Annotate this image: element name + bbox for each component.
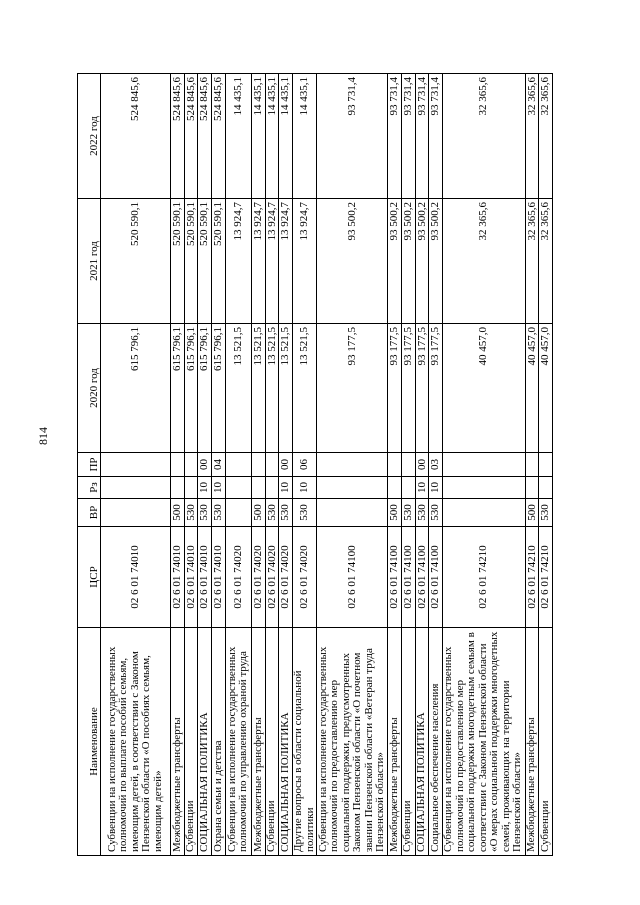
row-rz [225,477,251,499]
row-2021: 93 500,2 [317,199,388,324]
row-2022: 524 845,6 [170,74,184,199]
row-2021: 93 500,2 [415,199,429,324]
row-pr: 06 [292,453,316,477]
row-2020: 93 177,5 [415,324,429,453]
row-name: Социальное обеспечение населения [429,628,443,856]
row-pr [539,453,553,477]
row-rz [539,477,553,499]
row-rz: 10 [198,477,212,499]
budget-table [77,73,553,856]
table-row [388,74,402,856]
row-2022: 32 365,6 [525,74,539,199]
row-name: Субвенции на исполнение государственных полномочий по выплате пособий семьям, имеющим детей, в соответствии с Законом Пензенской области «О пособиях семьям, имеющим детей» [101,628,171,856]
row-name: Субвенции [539,628,553,856]
row-2021: 520 590,1 [170,199,184,324]
row-rz [184,477,198,499]
row-pr [388,453,402,477]
row-vr: 500 [251,499,265,527]
row-csr: 02 6 01 74010 [211,527,225,628]
row-name: СОЦИАЛЬНАЯ ПОЛИТИКА [279,628,293,856]
row-2020: 13 521,5 [265,324,279,453]
table-row [442,74,525,856]
row-vr: 530 [401,499,415,527]
row-pr [317,453,388,477]
row-rz [170,477,184,499]
row-csr: 02 6 01 74020 [265,527,279,628]
row-2021: 93 500,2 [401,199,415,324]
row-2020: 93 177,5 [388,324,402,453]
row-rz [317,477,388,499]
row-2022: 14 435,1 [225,74,251,199]
table-row [170,74,184,856]
row-2020: 93 177,5 [401,324,415,453]
row-vr: 530 [198,499,212,527]
row-name: Субвенции [184,628,198,856]
row-rz: 10 [292,477,316,499]
row-2021: 13 924,7 [279,199,293,324]
row-2021: 13 924,7 [251,199,265,324]
table-row [251,74,265,856]
row-2022: 93 731,4 [415,74,429,199]
row-2020: 13 521,5 [279,324,293,453]
row-2020: 93 177,5 [317,324,388,453]
row-name: Другие вопросы в области социальной политики [292,628,316,856]
table-row [184,74,198,856]
row-2021: 520 590,1 [211,199,225,324]
row-csr: 02 6 01 74100 [388,527,402,628]
row-2020: 13 521,5 [292,324,316,453]
header-vr: ВР [78,499,101,527]
row-2021: 13 924,7 [292,199,316,324]
row-2020: 40 457,0 [525,324,539,453]
row-pr: 00 [415,453,429,477]
table-row [279,74,293,856]
row-csr: 02 6 01 74020 [225,527,251,628]
row-rz: 10 [415,477,429,499]
row-rz [525,477,539,499]
row-2021: 93 500,2 [388,199,402,324]
row-rz [442,477,525,499]
row-pr [184,453,198,477]
table-row [198,74,212,856]
row-2020: 615 796,1 [101,324,171,453]
row-name: СОЦИАЛЬНАЯ ПОЛИТИКА [198,628,212,856]
row-rz: 10 [429,477,443,499]
row-2021: 93 500,2 [429,199,443,324]
row-name: Межбюджетные трансферты [388,628,402,856]
row-2020: 40 457,0 [539,324,553,453]
row-csr: 02 6 01 74020 [292,527,316,628]
row-2020: 13 521,5 [251,324,265,453]
header-csr: ЦСР [78,527,101,628]
row-2020: 40 457,0 [442,324,525,453]
row-2020: 615 796,1 [170,324,184,453]
row-pr: 00 [279,453,293,477]
table-row [415,74,429,856]
row-csr: 02 6 01 74010 [170,527,184,628]
row-vr: 530 [292,499,316,527]
row-csr: 02 6 01 74010 [184,527,198,628]
row-vr: 530 [429,499,443,527]
row-2020: 615 796,1 [211,324,225,453]
row-pr [525,453,539,477]
row-2022: 14 435,1 [265,74,279,199]
table-row [317,74,388,856]
row-vr: 530 [415,499,429,527]
row-rz [265,477,279,499]
row-2022: 32 365,6 [442,74,525,199]
row-vr: 500 [525,499,539,527]
row-pr [170,453,184,477]
page-number: 814 [36,427,50,445]
row-2021: 520 590,1 [198,199,212,324]
row-vr: 530 [279,499,293,527]
row-pr: 00 [198,453,212,477]
row-csr: 02 6 01 74210 [539,527,553,628]
header-row [78,74,101,856]
row-name: Субвенции на исполнение государственных полномочий по предоставлению мер социальной поддержки, предусмотренных Законом Пензенской области «О почетном звании Пензенской области «Ветеран труда Пензенской области» [317,628,388,856]
row-vr: 500 [170,499,184,527]
row-csr: 02 6 01 74010 [198,527,212,628]
row-vr: 530 [539,499,553,527]
row-pr: 03 [429,453,443,477]
row-vr: 500 [388,499,402,527]
row-pr [442,453,525,477]
row-vr [101,499,171,527]
row-pr [401,453,415,477]
row-2021: 520 590,1 [101,199,171,324]
row-name: Межбюджетные трансферты [251,628,265,856]
row-2022: 524 845,6 [184,74,198,199]
table-row [429,74,443,856]
row-2020: 13 521,5 [225,324,251,453]
row-2022: 93 731,4 [401,74,415,199]
row-2021: 32 365,6 [442,199,525,324]
header-pr: ПР [78,453,101,477]
table-row [401,74,415,856]
row-csr: 02 6 01 74100 [401,527,415,628]
row-name: Субвенции на исполнение государственных полномочий по предоставлению мер социальной поддержки многодетным семьям в соответствии с Законом Пензенской области «О мерах социальной поддержки многодетных семей, проживающих на территории Пензенской области» [442,628,525,856]
row-2022: 524 845,6 [101,74,171,199]
row-2022: 93 731,4 [388,74,402,199]
row-vr [317,499,388,527]
row-pr [101,453,171,477]
table-row [265,74,279,856]
row-2022: 14 435,1 [251,74,265,199]
row-2020: 615 796,1 [184,324,198,453]
header-name: Наименование [78,628,101,856]
row-2021: 32 365,6 [525,199,539,324]
row-name: Межбюджетные трансферты [525,628,539,856]
row-2021: 520 590,1 [184,199,198,324]
row-vr: 530 [265,499,279,527]
row-name: Охрана семьи и детства [211,628,225,856]
row-csr: 02 6 01 74210 [442,527,525,628]
row-name: Субвенции [265,628,279,856]
row-2022: 32 365,6 [539,74,553,199]
table-row [539,74,553,856]
row-vr: 530 [211,499,225,527]
row-name: Субвенции [401,628,415,856]
row-rz [101,477,171,499]
row-2022: 14 435,1 [292,74,316,199]
table-row [292,74,316,856]
header-2021: 2021 год [78,199,101,324]
row-name: Субвенции на исполнение государственных полномочий по управлению охраной труда [225,628,251,856]
row-2021: 32 365,6 [539,199,553,324]
row-2022: 524 845,6 [198,74,212,199]
table-row [525,74,539,856]
row-csr: 02 6 01 74100 [317,527,388,628]
row-2022: 524 845,6 [211,74,225,199]
table-row [101,74,171,856]
row-csr: 02 6 01 74010 [101,527,171,628]
row-2021: 13 924,7 [225,199,251,324]
row-pr: 04 [211,453,225,477]
row-rz [388,477,402,499]
table-body [101,74,553,856]
row-2020: 93 177,5 [429,324,443,453]
header-rz: Рз [78,477,101,499]
row-rz: 10 [279,477,293,499]
rotated-table-wrapper [77,74,553,856]
header-2022: 2022 год [78,74,101,199]
row-vr [442,499,525,527]
table-row [225,74,251,856]
row-pr [225,453,251,477]
header-2020: 2020 год [78,324,101,453]
row-csr: 02 6 01 74100 [415,527,429,628]
row-rz: 10 [211,477,225,499]
row-name: Межбюджетные трансферты [170,628,184,856]
row-2022: 14 435,1 [279,74,293,199]
table-row [211,74,225,856]
row-csr: 02 6 01 74020 [279,527,293,628]
row-csr: 02 6 01 74100 [429,527,443,628]
row-2022: 93 731,4 [429,74,443,199]
row-vr [225,499,251,527]
row-csr: 02 6 01 74020 [251,527,265,628]
row-2021: 13 924,7 [265,199,279,324]
row-name: СОЦИАЛЬНАЯ ПОЛИТИКА [415,628,429,856]
row-rz [401,477,415,499]
row-csr: 02 6 01 74210 [525,527,539,628]
row-pr [265,453,279,477]
row-rz [251,477,265,499]
row-2022: 93 731,4 [317,74,388,199]
row-2020: 615 796,1 [198,324,212,453]
row-pr [251,453,265,477]
row-vr: 530 [184,499,198,527]
